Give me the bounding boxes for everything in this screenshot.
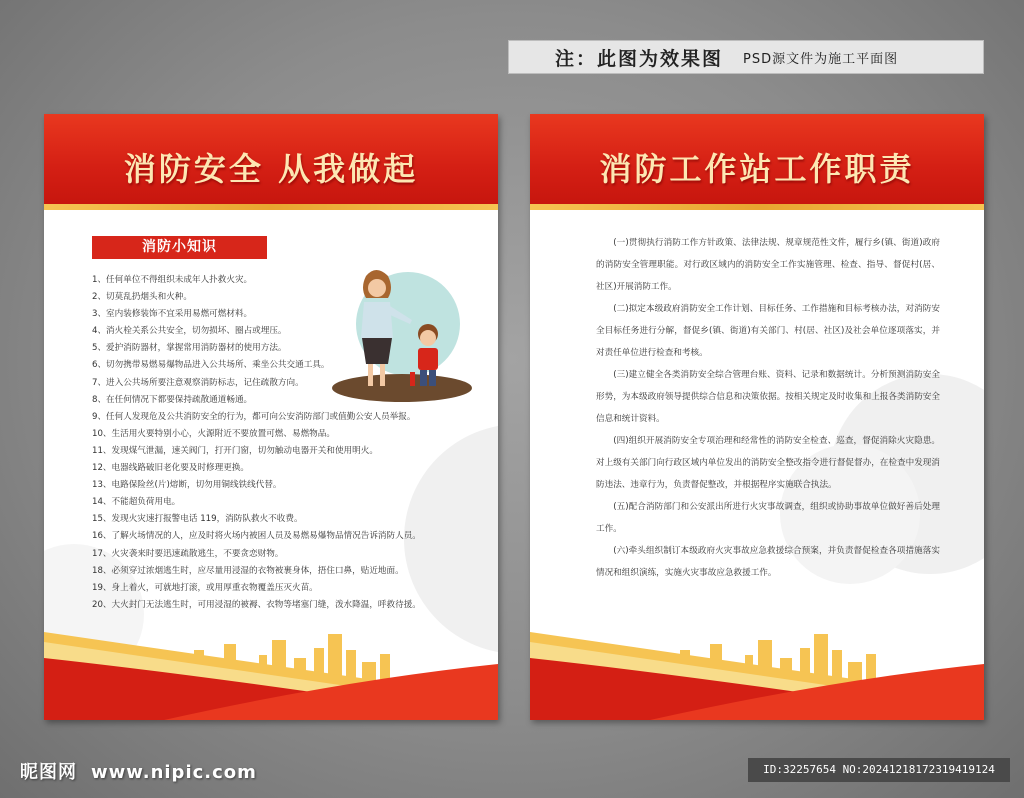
list-item: 12、电器线路破旧老化要及时修理更换。 bbox=[92, 463, 250, 474]
list-item: 6、切勿携带易燃易爆物品进入公共场所、乘坐公共交通工具。 bbox=[92, 360, 330, 371]
logo-name: 昵图网 bbox=[20, 762, 77, 783]
list-item: 16、了解火场情况的人，应及时将火场内被困人员及易燃易爆物品情况告诉消防人员。 bbox=[92, 531, 421, 542]
list-item: 8、在任何情况下都要保持疏散通道畅通。 bbox=[92, 394, 253, 405]
poster-footer bbox=[530, 620, 984, 720]
section-heading: 消防小知识 bbox=[92, 236, 267, 259]
list-item: 3、室内装修装饰不宜采用易燃可燃材料。 bbox=[92, 309, 253, 320]
duty-paragraph: (三)建立健全各类消防安全综合管理台账、资料、记录和数据统计。分析预测消防安全形势，为本级政府领导提供综合信息和决策依据。按相关规定及时收集和上报各类消防安全信息和统计资料。 bbox=[596, 370, 940, 424]
duty-paragraph: (四)组织开展消防安全专项治理和经常性的消防安全检查、巡查，督促消除火灾隐患。对上级有关部门向行政区域内单位发出的消防安全整改指令进行督促督办，在检查中发现消防违法、违章行为，负责督促整改，并根据程序实施联合执法。 bbox=[596, 436, 940, 490]
list-item: 2、切莫乱扔烟头和火种。 bbox=[92, 292, 192, 303]
list-item: 18、必须穿过浓烟逃生时，应尽量用浸湿的衣物被裹身体，捂住口鼻，贴近地面。 bbox=[92, 565, 404, 576]
list-item: 13、电路保险丝(片)熔断，切勿用铜线铁线代替。 bbox=[92, 480, 282, 491]
poster-header bbox=[44, 114, 498, 204]
duty-paragraph: (六)牵头组织制订本级政府火灾事故应急救援综合预案，并负责督促检查各项措施落实情况和组织演练，实施火灾事故应急救援工作。 bbox=[596, 546, 940, 578]
nipic-logo bbox=[20, 758, 257, 784]
list-item: 7、进入公共场所要注意观察消防标志，记住疏散方向。 bbox=[92, 377, 304, 388]
list-item: 9、任何人发现危及公共消防安全的行为，都可向公安消防部门或值勤公安人员举报。 bbox=[92, 411, 416, 422]
header-gold-stripe bbox=[530, 204, 984, 210]
list-item: 14、不能超负荷用电。 bbox=[92, 497, 181, 508]
list-item: 15、发现火灾速打报警电话 119，消防队救火不收费。 bbox=[92, 514, 303, 525]
list-item: 20、大火封门无法逃生时，可用浸湿的被褥、衣物等堵塞门缝，泼水降温，呼救待援。 bbox=[92, 599, 421, 610]
logo-url: www.nipic.com bbox=[91, 762, 257, 783]
right-poster bbox=[530, 114, 984, 720]
list-item: 1、任何单位不得组织未成年人扑救火灾。 bbox=[92, 275, 253, 285]
effect-note-banner bbox=[508, 40, 984, 74]
duty-paragraph: (五)配合消防部门和公安派出所进行火灾事故调查，组织或协助事故单位做好善后处理工作。 bbox=[596, 502, 940, 534]
note-main-text: 注：此图为效果图 bbox=[555, 47, 724, 70]
teacher-child-illustration bbox=[330, 266, 475, 406]
list-item: 4、消火栓关系公共安全，切勿损坏、圈占或埋压。 bbox=[92, 326, 287, 337]
list-item: 10、生活用火要特别小心，火源附近不要放置可燃、易燃物品。 bbox=[92, 428, 335, 439]
poster-title: 消防工作站工作职责 bbox=[599, 150, 915, 188]
poster-header bbox=[530, 114, 984, 204]
note-sub-text: PSD源文件为施工平面图 bbox=[743, 51, 899, 67]
poster-footer bbox=[44, 620, 498, 720]
duty-paragraph: (一)贯彻执行消防工作方针政策、法律法规、规章规范性文件，履行乡(镇、街道)政府的消防安全管理职能。对行政区域内的消防安全工作实施管理、检查、指导、督促村(居、社区)开展消防工作。 bbox=[596, 238, 940, 292]
list-item: 17、火灾袭来时要迅速疏散逃生，不要贪恋财物。 bbox=[92, 548, 284, 559]
header-gold-stripe bbox=[44, 204, 498, 210]
duties-text bbox=[596, 232, 940, 584]
duty-paragraph: (二)拟定本级政府消防安全工作计划、目标任务、工作措施和目标考核办法，对消防安全目标任务进行分解，督促乡(镇、街道)有关部门、村(居、社区)及社会单位逐项落实，并对责任单位进行检查和考核。 bbox=[596, 304, 940, 358]
list-item: 19、身上着火，可就地打滚，或用厚重衣物覆盖压灭火苗。 bbox=[92, 582, 318, 593]
list-item: 11、发现煤气泄漏，速关阀门，打开门窗，切勿触动电器开关和使用明火。 bbox=[92, 445, 378, 456]
left-poster bbox=[44, 114, 498, 720]
list-item: 5、爱护消防器材，掌握常用消防器材的使用方法。 bbox=[92, 343, 287, 354]
image-id-bar: ID:32257654 NO:20241218172319419124 bbox=[748, 758, 1010, 782]
poster-title: 消防安全 从我做起 bbox=[123, 150, 419, 188]
